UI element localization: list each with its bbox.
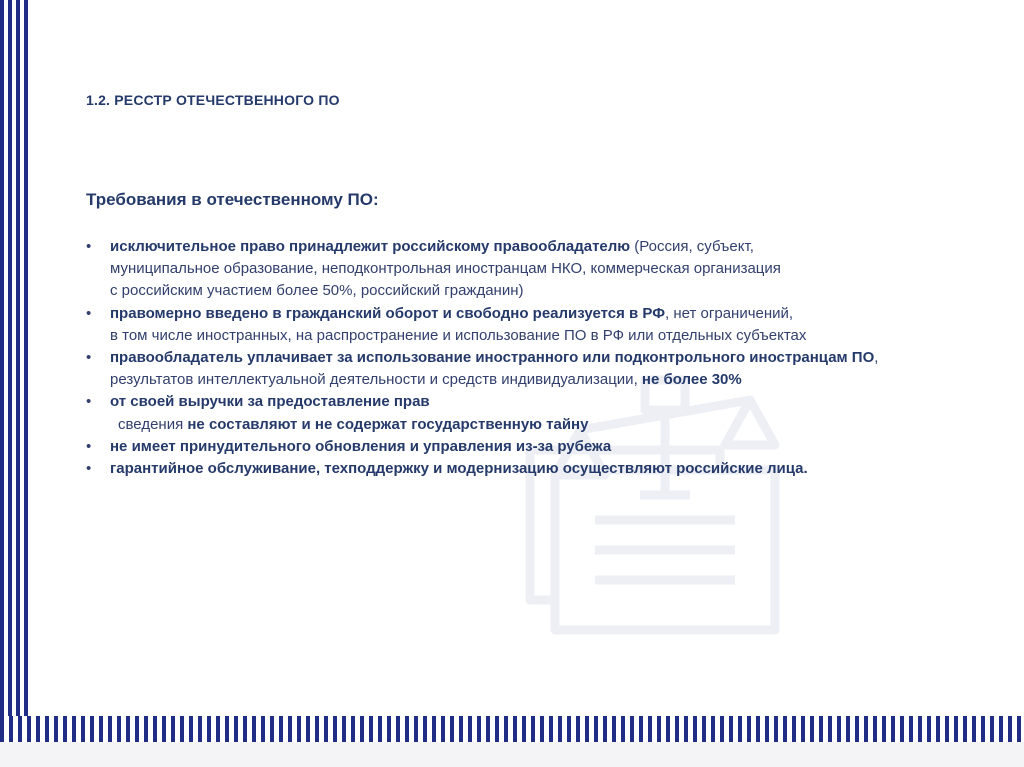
bottom-shade [0,742,1024,767]
list-item-continuation: в том числе иностранных, на распространение и использование ПО в РФ или отдельных субъектах [110,326,807,344]
list-item-continuation: муниципальное образование, неподконтрольная иностранцам НКО, коммерческая организация [110,260,781,278]
left-stripe-border [0,0,30,767]
list-item: • не имеет принудительного обновления и управления из-за рубежа [86,436,986,458]
bottom-stripe-border [0,716,1024,742]
list-item: • правомерно введено в гражданский оборот и свободно реализуется в РФ, нет ограничений, [86,303,986,325]
page-title: 1.2. РЕССТР ОТЕЧЕСТВЕННОГО ПО [86,92,340,108]
list-item: • исключительное право принадлежит российскому правообладателю (Россия, субъект, [86,236,986,258]
list-item: • от своей выручки за предоставление прав [86,391,986,413]
list-item-continuation: результатов интеллектуальной деятельности и средств индивидуализации, не более 30% [110,371,742,389]
list-item-continuation: сведения не составляют и не содержат государственную тайну [118,415,589,433]
list-item: • правообладатель уплачивает за использование иностранного или подконтрольного иностранцам ПО, [86,347,986,369]
list-item-continuation: с российским участием более 50%, российский гражданин) [110,282,524,300]
list-item: • гарантийное обслуживание, техподдержку и модернизацию осуществляют российские лица. [86,458,986,480]
section-heading: Требования в отечественному ПО: [86,190,379,209]
requirements-list [86,236,986,480]
